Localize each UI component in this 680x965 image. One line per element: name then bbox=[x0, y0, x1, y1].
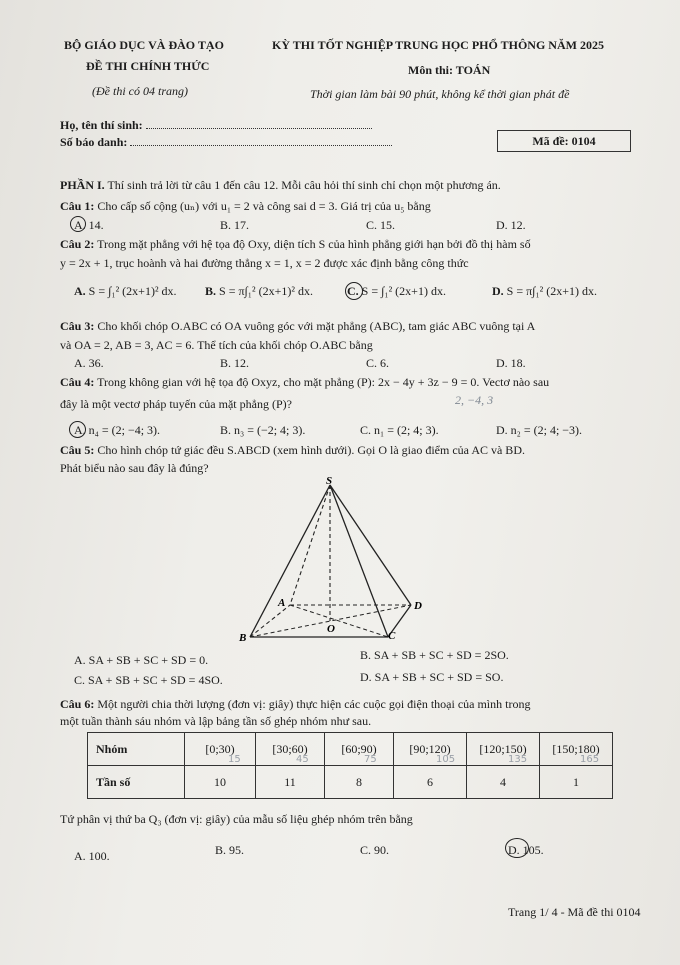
q5-text1: Cho hình chóp tứ giác đều S.ABCD (xem hình dưới). Gọi O là giao điểm của AC và BD. bbox=[97, 443, 525, 457]
group-cell: [0;30) bbox=[185, 733, 256, 766]
exam-code-box: Mã đề: 0104 bbox=[497, 130, 631, 152]
q1-option-d[interactable]: D. 12. bbox=[496, 218, 526, 232]
id-field-label bbox=[60, 135, 392, 150]
official-label: ĐỀ THI CHÍNH THỨC bbox=[86, 59, 210, 73]
ministry-name: BỘ GIÁO DỤC VÀ ĐÀO TẠO bbox=[64, 38, 224, 52]
q5-option-c[interactable]: C. SA + SB + SC + SD = 4SO. bbox=[74, 673, 223, 687]
q4-option-b[interactable]: B. n₃ = (−2; 4; 3). bbox=[220, 423, 306, 437]
edge-SC bbox=[330, 485, 388, 637]
q3-option-a[interactable]: A. 36. bbox=[74, 356, 104, 370]
q3-option-d[interactable]: D. 18. bbox=[496, 356, 526, 370]
freq-cell: 1 bbox=[540, 766, 613, 799]
q2-option-a[interactable] bbox=[74, 284, 177, 299]
part1-title: PHẦN I. bbox=[60, 178, 105, 192]
pencil-midpoint: 45 bbox=[296, 754, 309, 765]
q2-d-label: D. bbox=[492, 284, 504, 298]
group-cell: [120;150) bbox=[467, 733, 540, 766]
name-label-text: Họ, tên thí sinh: bbox=[60, 118, 143, 132]
q2-b-text: S = π∫₁² (2x+1)² dx. bbox=[219, 284, 313, 298]
exam-title: KỲ THI TỐT NGHIỆP TRUNG HỌC PHỔ THÔNG NĂM 2025 bbox=[272, 38, 604, 52]
pencil-midpoint: 165 bbox=[580, 754, 600, 765]
q5-option-d[interactable]: D. SA + SB + SC + SD = SO. bbox=[360, 670, 504, 684]
q1-option-b[interactable]: B. 17. bbox=[220, 218, 250, 232]
q3-label: Câu 3: bbox=[60, 319, 95, 333]
group-cell: [150;180) bbox=[540, 733, 613, 766]
q5-option-b[interactable]: B. SA + SB + SC + SD = 2SO. bbox=[360, 648, 509, 662]
label-O: O bbox=[327, 623, 335, 635]
group-cell: [60;90) bbox=[325, 733, 394, 766]
q2-text1: Trong mặt phẳng với hệ tọa độ Oxy, diện tích S của hình phẳng giới hạn bởi đồ thị hàm số bbox=[97, 237, 531, 251]
q6-option-c[interactable]: C. 90. bbox=[360, 843, 390, 857]
q6-option-d[interactable]: D. 105. bbox=[508, 843, 544, 857]
table-header-cell: Nhóm bbox=[88, 733, 185, 766]
handwritten-note-q4: 2, −4, 3 bbox=[455, 393, 494, 407]
q6-option-a[interactable]: A. 100. bbox=[74, 849, 110, 863]
q5-option-a[interactable]: A. SA + SB + SC + SD = 0. bbox=[74, 653, 209, 667]
q6-stem-line1 bbox=[60, 697, 530, 712]
q3-stem-line2: và OA = 2, AB = 3, AC = 6. Thể tích của khối chóp O.ABC bằng bbox=[60, 338, 373, 352]
freq-cell: 4 bbox=[467, 766, 540, 799]
label-A: A bbox=[278, 597, 286, 609]
q2-stem-line2: y = 2x + 1, trục hoành và hai đường thẳng x = 1, x = 2 được xác định bằng công thức bbox=[60, 256, 469, 270]
q1-option-a[interactable]: A. 14. bbox=[74, 218, 104, 232]
q2-option-d[interactable] bbox=[492, 284, 597, 299]
label-B: B bbox=[239, 632, 247, 644]
page-footer: Trang 1/ 4 - Mã đề thi 0104 bbox=[508, 905, 641, 919]
group-cell: [90;120) bbox=[394, 733, 467, 766]
edge-BA bbox=[250, 605, 290, 637]
q1-option-c[interactable]: C. 15. bbox=[366, 218, 396, 232]
pencil-midpoint: 75 bbox=[364, 754, 377, 765]
pencil-midpoint: 15 bbox=[228, 754, 241, 765]
freq-cell: 10 bbox=[185, 766, 256, 799]
pencil-midpoint: 105 bbox=[436, 754, 456, 765]
answer-mark-circle bbox=[69, 421, 86, 438]
table-row bbox=[88, 766, 613, 799]
q2-d-text: S = π∫₁² (2x+1) dx. bbox=[506, 284, 597, 298]
q1-label: Câu 1: bbox=[60, 199, 95, 213]
q2-a-label: A. bbox=[74, 284, 86, 298]
q2-stem-line1 bbox=[60, 237, 531, 252]
pencil-midpoint: 135 bbox=[508, 754, 528, 765]
name-blank bbox=[146, 128, 372, 129]
q5-label: Câu 5: bbox=[60, 443, 95, 457]
frequency-table bbox=[87, 732, 613, 799]
q5-stem-line1 bbox=[60, 443, 525, 458]
subject-label: Môn thi: TOÁN bbox=[408, 63, 491, 77]
q4-option-d[interactable]: D. n₂ = (2; 4; −3). bbox=[496, 423, 583, 437]
q2-label: Câu 2: bbox=[60, 237, 95, 251]
table-header-cell: Tần số bbox=[88, 766, 185, 799]
q2-b-label: B. bbox=[205, 284, 217, 298]
pyramid-figure bbox=[238, 475, 438, 645]
answer-mark-circle bbox=[345, 282, 363, 300]
time-note: Thời gian làm bài 90 phút, không kể thời gian phát đề bbox=[310, 87, 570, 101]
label-D: D bbox=[414, 600, 422, 612]
q4-stem-line2: đây là một vectơ pháp tuyến của mặt phẳng (P)? bbox=[60, 397, 292, 411]
answer-mark-circle bbox=[70, 216, 86, 232]
part1-heading bbox=[60, 178, 501, 193]
q4-text1: Trong không gian với hệ tọa độ Oxyz, cho mặt phẳng (P): 2x − 4y + 3z − 9 = 0. Vectơ nào sau bbox=[97, 375, 550, 389]
diag-AC bbox=[290, 605, 388, 637]
freq-cell: 11 bbox=[256, 766, 325, 799]
table-row bbox=[88, 733, 613, 766]
q2-a-text: S = ∫₁² (2x+1)² dx. bbox=[88, 284, 177, 298]
q5-stem-line2: Phát biểu nào sau đây là đúng? bbox=[60, 461, 209, 475]
q3-option-c[interactable]: C. 6. bbox=[366, 356, 390, 370]
q3-text1: Cho khối chóp O.ABC có OA vuông góc với mặt phẳng (ABC), tam giác ABC vuông tại A bbox=[97, 319, 536, 333]
q1-text: Cho cấp số cộng (uₙ) với u₁ = 2 và công sai d = 3. Giá trị của u₅ bằng bbox=[97, 199, 431, 213]
group-cell: [30;60) bbox=[256, 733, 325, 766]
q4-label: Câu 4: bbox=[60, 375, 95, 389]
q4-option-a[interactable]: A. n₄ = (2; −4; 3). bbox=[74, 423, 161, 437]
q2-c-label: C. bbox=[347, 284, 359, 298]
q6-label: Câu 6: bbox=[60, 697, 95, 711]
freq-cell: 8 bbox=[325, 766, 394, 799]
q6-stem-line2: một tuần thành sáu nhóm và lập bảng tần số ghép nhóm như sau. bbox=[60, 714, 372, 728]
q6-text1: Một người chia thời lượng (đơn vị: giây) thực hiện các cuộc gọi điện thoại của mình trong bbox=[97, 697, 531, 711]
q2-option-b[interactable] bbox=[205, 284, 313, 299]
q1-stem bbox=[60, 199, 431, 214]
q4-option-c[interactable]: C. n₁ = (2; 4; 3). bbox=[360, 423, 439, 437]
name-field-label bbox=[60, 118, 372, 133]
q2-c-text: S = ∫₁² (2x+1) dx. bbox=[361, 284, 446, 298]
q4-stem-line1 bbox=[60, 375, 549, 390]
id-blank bbox=[130, 145, 392, 146]
pages-note: (Đề thi có 04 trang) bbox=[92, 84, 188, 98]
q6-option-b[interactable]: B. 95. bbox=[215, 843, 245, 857]
label-C: C bbox=[388, 630, 396, 642]
q3-option-b[interactable]: B. 12. bbox=[220, 356, 250, 370]
label-S: S bbox=[326, 475, 333, 487]
q6-stem-line3: Tứ phân vị thứ ba Q₃ (đơn vị: giây) của mẫu số liệu ghép nhóm trên bằng bbox=[60, 812, 413, 826]
edge-SA bbox=[290, 485, 330, 605]
freq-cell: 6 bbox=[394, 766, 467, 799]
part1-instructions: Thí sinh trả lời từ câu 1 đến câu 12. Mỗi câu hỏi thí sinh chỉ chọn một phương án. bbox=[107, 178, 501, 192]
id-label-text: Số báo danh: bbox=[60, 135, 128, 149]
answer-mark-circle bbox=[505, 838, 529, 858]
edge-SD bbox=[330, 485, 411, 605]
q3-stem-line1 bbox=[60, 319, 535, 334]
